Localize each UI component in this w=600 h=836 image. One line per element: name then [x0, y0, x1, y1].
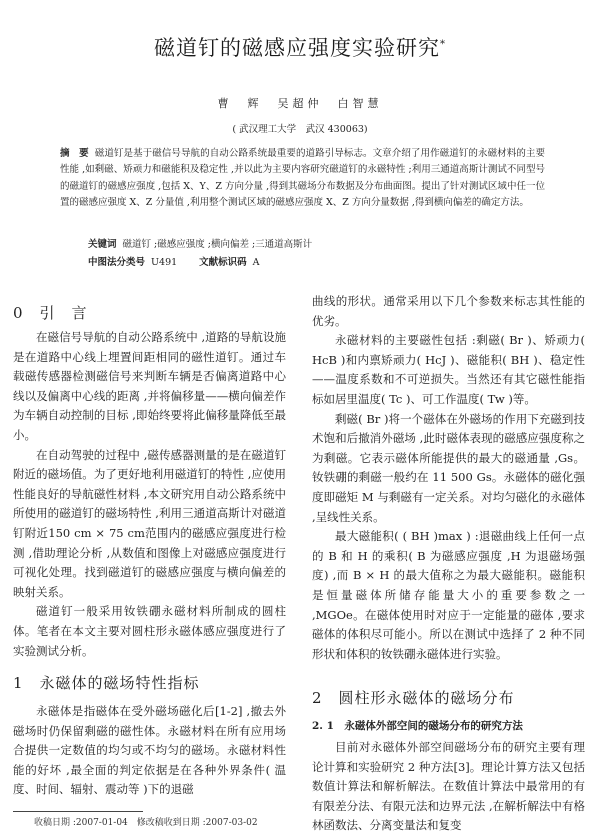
paragraph: 最大磁能积( ( BH )max ) :退磁曲线上任何一点的 B 和 H 的乘积( B 为磁感应强度 ,H 为退磁场强度) ,而 B × H 的最大值称之为最大磁能积。磁能积是恒量磁体所储存能量大小的重要参数之一 ,MGOe。在磁体使用时对应于一定能量的磁体 ,要求磁体的体积尽可能小。所以在测试中选择了 2 种不同形状和体积的钕铁硼永磁体进行实验。 [312, 529, 585, 661]
clc-value: U491 [151, 257, 178, 268]
doc-code-value: A [252, 257, 260, 268]
section-0-heading: 0 引 言 [13, 304, 88, 322]
abstract-label: 摘 要 [60, 148, 89, 159]
author-list: 曹 辉 吴超仲 白智慧 [217, 97, 383, 110]
keywords [88, 236, 538, 250]
paragraph: 磁道钉一般采用钕铁硼永磁材料所制成的圆柱体。笔者在本文主要对圆柱形永磁体感应强度进行了实验测试分析。 [13, 604, 286, 658]
doc-code-label: 文献标识码 [199, 257, 247, 268]
subsection-2-1-heading: 2. 1 永磁体外部空间的磁场分布的研究方法 [312, 720, 523, 732]
paragraph: 剩磁( Br )将一个磁体在外磁场的作用下充磁到技术饱和后撤消外磁场 ,此时磁体表现的磁感应强度称之为剩磁。它表示磁体所能提供的最大的磁通量 ,Gs。钕铁硼的剩磁一般约在 11 500 Gs。永磁体的磁化强度即磁矩 M 与剩磁有一定关系。对均匀磁化的永磁体 ,呈线性关系。 [312, 411, 585, 524]
abstract-text: 磁道钉是基于磁信号导航的自动公路系统最重要的道路引导标志。文章介绍了用作磁道钉的永磁材料的主要性能 ,如剩磁、矫顽力和磁能积及稳定性 ,并以此为主要内容研究磁道钉的永磁特性 ;利用三通道高斯计测试不同型号的磁道钉的磁感应强度 ,包括 X、Y、Z 方向分量 ,得到其磁场分布数据及分布曲面图。提出了针对测试区域中任一位置的磁感应强度 X、Z 分量值 ,利用整个测试区域的磁感应强度 X、Z 方向分量数据 ,得到横向偏差的确定方法。 [60, 148, 545, 208]
right-column-body [312, 292, 585, 664]
classification-line [88, 254, 538, 268]
section-1-heading: 1 永磁体的磁场特性指标 [13, 674, 200, 692]
footnote: 收稿日期 :2007-01-04 修改稿收到日期 :2007-03-02 [34, 818, 258, 828]
section-2-heading: 2 圆柱形永磁体的磁场分布 [312, 689, 515, 707]
right-column-body-2 [312, 738, 585, 836]
paragraph: 在自动驾驶的过程中 ,磁传感器测量的是在磁道钉附近的磁场值。为了更好地利用磁道钉的特性 ,应使用性能良好的导航磁性材料 ,本文研究用自动公路系统中所使用的磁道钉的磁场特性 ,利用三通道高斯计对磁道钉附近150 cm × 75 cm范围内的磁感应强度进行检测 ,借助理论分析 ,从数值和图像上对磁感应强度进行可视化处理。找到磁道钉的磁感应强度与横向偏差的映射关系。 [13, 447, 286, 599]
abstract [60, 146, 545, 211]
paper-title: 磁道钉的磁感应强度实验研究* [154, 36, 446, 60]
paragraph: 曲线的形状。通常采用以下几个参数来标志其性能的优劣。 [312, 294, 585, 328]
keywords-text: 磁道钉 ;磁感应强度 ;横向偏差 ;三通道高斯计 [122, 239, 313, 250]
paragraph: 目前对永磁体外部空间磁场分布的研究主要有理论计算和实验研究 2 种方法[3]。理论计算方法又包括数值计算法和解析解法。在数值计算法中最常用的有有限差分法、有限元法和边界元法 ,在解析解法中有格林函数法、分离变量法和复变 [312, 740, 585, 833]
paragraph: 永磁材料的主要磁性包括 :剩磁( Br )、矫顽力( HcB )和内禀矫顽力( HcJ )、磁能积( BH )、稳定性——温度系数和不可逆损失。当然还有其它磁性能指标如居里温度( Tc )、可工作温度( Tw )等。 [312, 333, 585, 406]
keywords-label: 关键词 [88, 239, 117, 250]
title-footnote-mark: * [440, 39, 446, 50]
paragraph: 在磁信号导航的自动公路系统中 ,道路的导航设施是在道路中心线上埋置间距相同的磁性道钉。通过车载磁传感器检测磁信号来判断车辆是否偏离道路中心线以及偏离中心线的距离 ,并将偏移量——横向偏差作为车辆自动控制的目标 ,即始终要将此偏移量降低至最小。 [13, 330, 286, 442]
footnote-rule [13, 811, 143, 812]
affiliation: ( 武汉理工大学 武汉 430063) [232, 124, 368, 135]
clc-label: 中图法分类号 [88, 257, 146, 268]
left-column-body [13, 328, 286, 661]
left-column-body-2 [13, 702, 286, 800]
paragraph: 永磁体是指磁体在受外磁场磁化后[1-2] ,撤去外磁场时仍保留剩磁的磁性体。永磁材料在所有应用场合提供一定数值的均匀或不均匀的磁场。永磁材料性能的好坏 ,最全面的判定依据是在各种外界条件( 温度、时间、辐射、震动等 )下的退磁 [13, 704, 286, 797]
